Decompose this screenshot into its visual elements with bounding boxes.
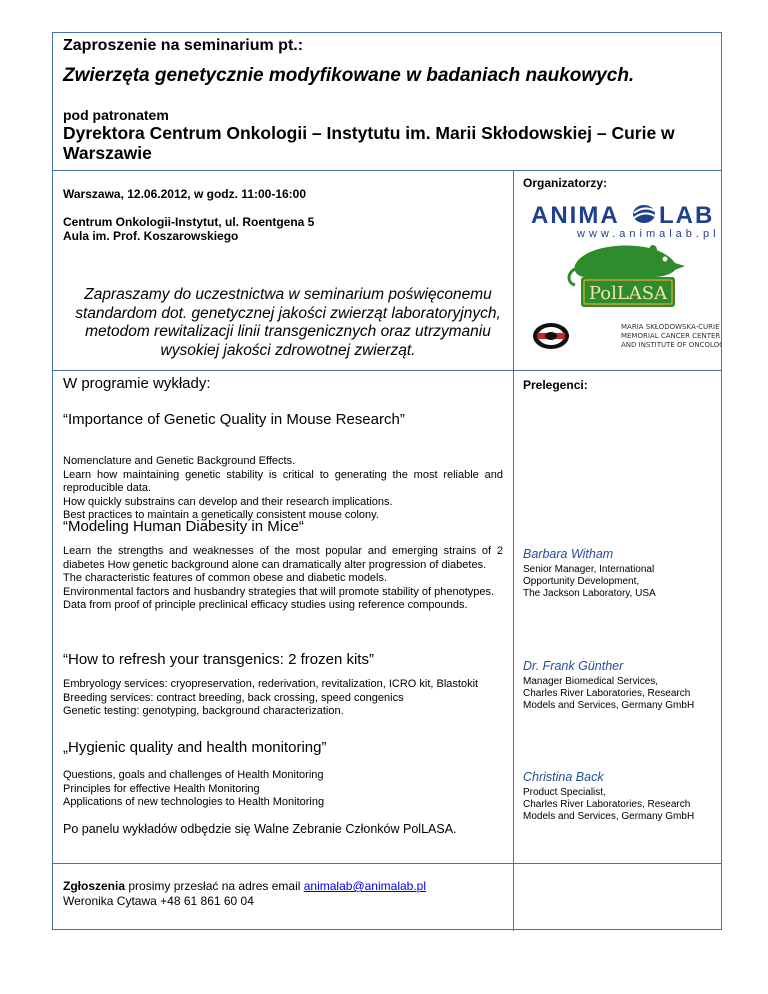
animalab-url: www.animalab.pl [577,228,720,240]
lecture-2-description [63,545,503,613]
speaker-1-role-line: Opportunity Development, [523,576,640,587]
divider-program [53,370,721,371]
lecture-2-line: Environmental factors and husbandry strategies that will promote stability of phenotypes. [63,585,495,598]
speaker-2-role-line: Models and Services, Germany GmbH [523,700,695,711]
registration-label: Zgłoszenia [63,879,126,893]
speaker-3 [523,770,718,823]
lecture-1-line: Nomenclature and Genetic Background Effects. [63,455,296,467]
lecture-4-description [63,769,503,810]
cancer-center-line-2: MEMORIAL CANCER CENTER [621,332,721,340]
cancer-center-logo [531,319,721,355]
lecture-1-line: How quickly substrains can develop and their research implications. [63,495,393,508]
lecture-1-line: Best practices to maintain a genetically consistent mouse colony. [63,509,379,521]
speaker-1 [523,547,718,600]
divider-contact [53,863,721,864]
speaker-2 [523,659,718,712]
cancer-center-emblem-icon [533,323,569,349]
lecturers-label: Prelegenci: [523,378,588,392]
contact-text: prosimy przesłać na adres email [125,879,304,893]
divider-header [53,170,721,171]
venue-line-2: Aula im. Prof. Koszarowskiego [63,229,239,243]
cancer-center-line-3: AND INSTITUTE OF ONCOLOGY [621,341,721,349]
contact-info [63,879,426,909]
pollasa-logo-text: PolLASA [588,283,668,304]
speaker-3-role-line: Charles River Laboratories, Research [523,799,691,810]
contact-line-1 [63,879,426,894]
invitation-frame [52,32,722,930]
lecture-4-line: Principles for effective Health Monitoring [63,782,260,795]
lecture-2-line: Learn the strengths and weaknesses of the most popular and emerging strains of 2 diabetes How genetic background alone can dramatically alter progression of diabetes. [63,545,503,571]
lecture-1-description [63,455,503,523]
pollasa-logo [565,239,691,315]
lecture-2-line: The characteristic features of common obese and diabetic models. [63,572,388,584]
lecture-2-title: “Modeling Human Diabesity in Mice“ [63,518,304,535]
patron-name: Dyrektora Centrum Onkologii – Instytutu im. Marii Skłodowskiej – Curie w Warszawie [63,123,675,163]
speaker-2-role-line: Manager Biomedical Services, [523,676,659,687]
column-divider [513,170,514,931]
speaker-2-role [523,676,718,712]
lecture-3-description [63,678,503,719]
speaker-3-role [523,787,718,823]
lecture-4-line: Questions, goals and challenges of Health Monitoring [63,769,324,781]
speaker-1-name: Barbara Witham [523,547,614,561]
speaker-3-role-line: Models and Services, Germany GmbH [523,811,695,822]
speaker-1-role [523,564,718,600]
event-venue [63,215,314,243]
animalab-logo-text: ANIMA [531,202,620,229]
invitation-label: Zaproszenie na seminarium pt.: [63,37,304,54]
lecture-3-line: Genetic testing: genotyping, background characterization. [63,705,344,717]
venue-line-1: Centrum Onkologii-Instytut, ul. Roentgena 5 [63,215,315,229]
lecture-1-line: Learn how maintaining genetic stability is critical to generating the most reliable and reproducible data. [63,468,503,494]
lecture-4-line: Applications of new technologies to Health Monitoring [63,796,325,808]
program-label: W programie wykłady: [63,375,211,392]
lecture-3-title: “How to refresh your transgenics: 2 frozen kits” [63,651,374,668]
lecture-4-title: „Hygienic quality and health monitoring” [63,739,327,756]
lecture-3-line: Embryology services: cryopreservation, rederivation, revitalization, ICRO kit, Blastokit [63,678,479,690]
animalab-logo [531,199,721,241]
email-link[interactable]: animalab@animalab.pl [303,879,426,893]
patronage-label: pod patronatem [63,107,169,123]
speaker-2-role-line: Charles River Laboratories, Research [523,688,691,699]
event-date-time: Warszawa, 12.06.2012, w godz. 11:00-16:00 [63,187,307,201]
lecture-2-line: Data from proof of principle preclinical efficacy studies using reference compounds. [63,599,468,611]
speaker-3-role-line: Product Specialist, [523,787,606,798]
closing-note: Po panelu wykładów odbędzie się Walne Zebranie Członków PolLASA. [63,822,457,836]
contact-line-2: Weronika Cytawa +48 61 861 60 04 [63,894,254,908]
animalab-logo-text-2: LAB [659,202,715,229]
lecture-3-line: Breeding services: contract breeding, back crossing, speed congenics [63,691,404,704]
speaker-2-name: Dr. Frank Günther [523,659,624,673]
animalab-swoosh-icon [633,205,655,223]
speaker-3-name: Christina Back [523,770,604,784]
speaker-1-role-line: The Jackson Laboratory, USA [523,588,656,599]
organizers-label: Organizatorzy: [523,176,608,190]
seminar-title: Zwierzęta genetycznie modyfikowane w badaniach naukowych. [63,65,635,86]
invitation-text: Zapraszamy do uczestnictwa w seminarium poświęconemu standardom dot. genetycznej jakości zwierząt laboratoryjnych, metodom rewitalizacji linii transgenicznych oraz utrzymaniu wysokiej jakości zdrowotnej zwierząt. [75,286,501,359]
cancer-center-line-1: MARIA SKŁODOWSKA-CURIE [621,323,720,331]
speaker-1-role-line: Senior Manager, International [523,564,655,575]
lecture-1-title: “Importance of Genetic Quality in Mouse Research” [63,411,405,428]
